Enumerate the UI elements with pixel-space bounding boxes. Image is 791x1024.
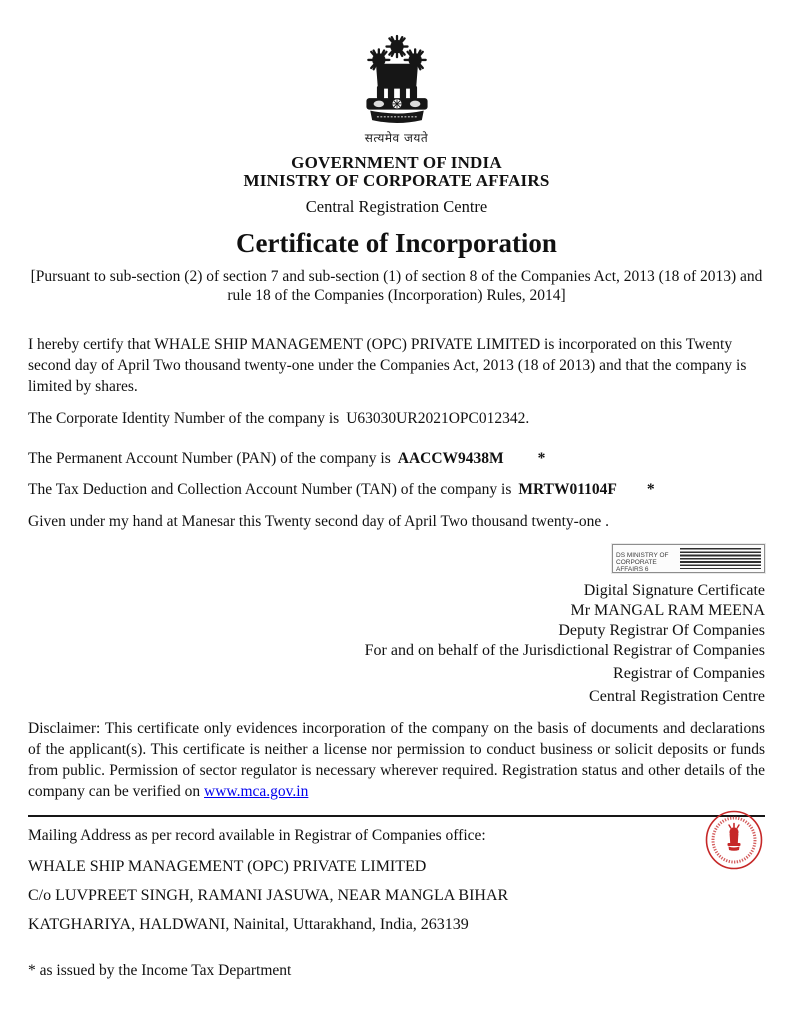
given-under-hand-line: Given under my hand at Manesar this Twenty second day of April Two thousand twenty-one . [28, 513, 609, 530]
disclaimer-text: Disclaimer: This certificate only evidences incorporation of the company on the basis of documents and declarations of the applicant(s). This certificate is neither a license nor permission to conduct business or solicit deposits or funds from public. Permission of sector regulator is necessary wherever required. Registration status and other details of the company can be verified on [28, 720, 765, 800]
signature-block [28, 581, 765, 707]
emblem-block [28, 34, 765, 145]
tan-asterisk: * [646, 481, 655, 498]
pursuant-clause: [Pursuant to sub-section (2) of section 7 and sub-section (1) of section 8 of the Companies Act, 2013 (18 of 2013) and rule 18 of the Companies (Incorporation) Rules, 2014] [30, 268, 763, 304]
mca-website-link[interactable]: www.mca.gov.in [204, 783, 309, 800]
pan-line [28, 449, 765, 468]
mailing-address-heading: Mailing Address as per record available in Registrar of Companies office: [28, 827, 486, 844]
cin-line [28, 409, 765, 428]
disclaimer-paragraph [28, 718, 765, 802]
signature-line-designation: Deputy Registrar Of Companies [558, 622, 765, 639]
pan-value: AACCW9438M [397, 450, 504, 467]
government-of-india-heading: GOVERNMENT OF INDIA [291, 153, 502, 172]
cin-value: U63030UR2021OPC012342. [346, 410, 530, 427]
tan-value: MRTW01104F [518, 481, 617, 498]
section-divider [28, 815, 765, 817]
signature-line-behalf: For and on behalf of the Jurisdictional Registrar of Companies [364, 642, 765, 659]
digital-signature-stamp-row [28, 544, 765, 575]
roc-red-seal-icon [704, 810, 764, 870]
certification-paragraph: I hereby certify that WHALE SHIP MANAGEMENT (OPC) PRIVATE LIMITED is incorporated on this Twenty second day of April Two thousand twenty-one under the Companies Act, 2013 (18 of 2013) and that the company is limited by shares. [28, 336, 747, 395]
signature-line-crc: Central Registration Centre [589, 688, 765, 705]
tan-label: The Tax Deduction and Collection Account Number (TAN) of the company is [28, 481, 512, 498]
signature-line-name: Mr MANGAL RAM MEENA [570, 602, 765, 619]
digital-signature-stamp [612, 544, 765, 573]
national-emblem-icon [354, 34, 440, 126]
central-registration-centre-heading: Central Registration Centre [305, 197, 488, 216]
footnote-income-tax: * as issued by the Income Tax Department [28, 962, 292, 979]
cin-label: The Corporate Identity Number of the company is [28, 410, 340, 427]
stamp-signer-name: DS MINISTRY OF CORPORATE AFFAIRS 6 [616, 552, 669, 573]
stamp-signature-details-illegible [680, 548, 761, 569]
signature-line-certificate: Digital Signature Certificate [583, 582, 765, 599]
mailing-company-name: WHALE SHIP MANAGEMENT (OPC) PRIVATE LIMITED [28, 858, 427, 875]
emblem-motto: सत्यमेव जयते [364, 131, 429, 145]
mailing-address-line1: C/o LUVPREET SINGH, RAMANI JASUWA, NEAR MANGLA BIHAR [28, 887, 509, 904]
pan-asterisk: * [537, 450, 546, 467]
pan-label: The Permanent Account Number (PAN) of the company is [28, 450, 391, 467]
ministry-heading: MINISTRY OF CORPORATE AFFAIRS [243, 171, 550, 190]
certificate-title: Certificate of Incorporation [236, 228, 557, 258]
signature-line-registrar: Registrar of Companies [613, 665, 765, 682]
mailing-address-line2: KATGHARIYA, HALDWANI, Nainital, Uttarakhand, India, 263139 [28, 916, 469, 933]
tan-line [28, 480, 765, 499]
